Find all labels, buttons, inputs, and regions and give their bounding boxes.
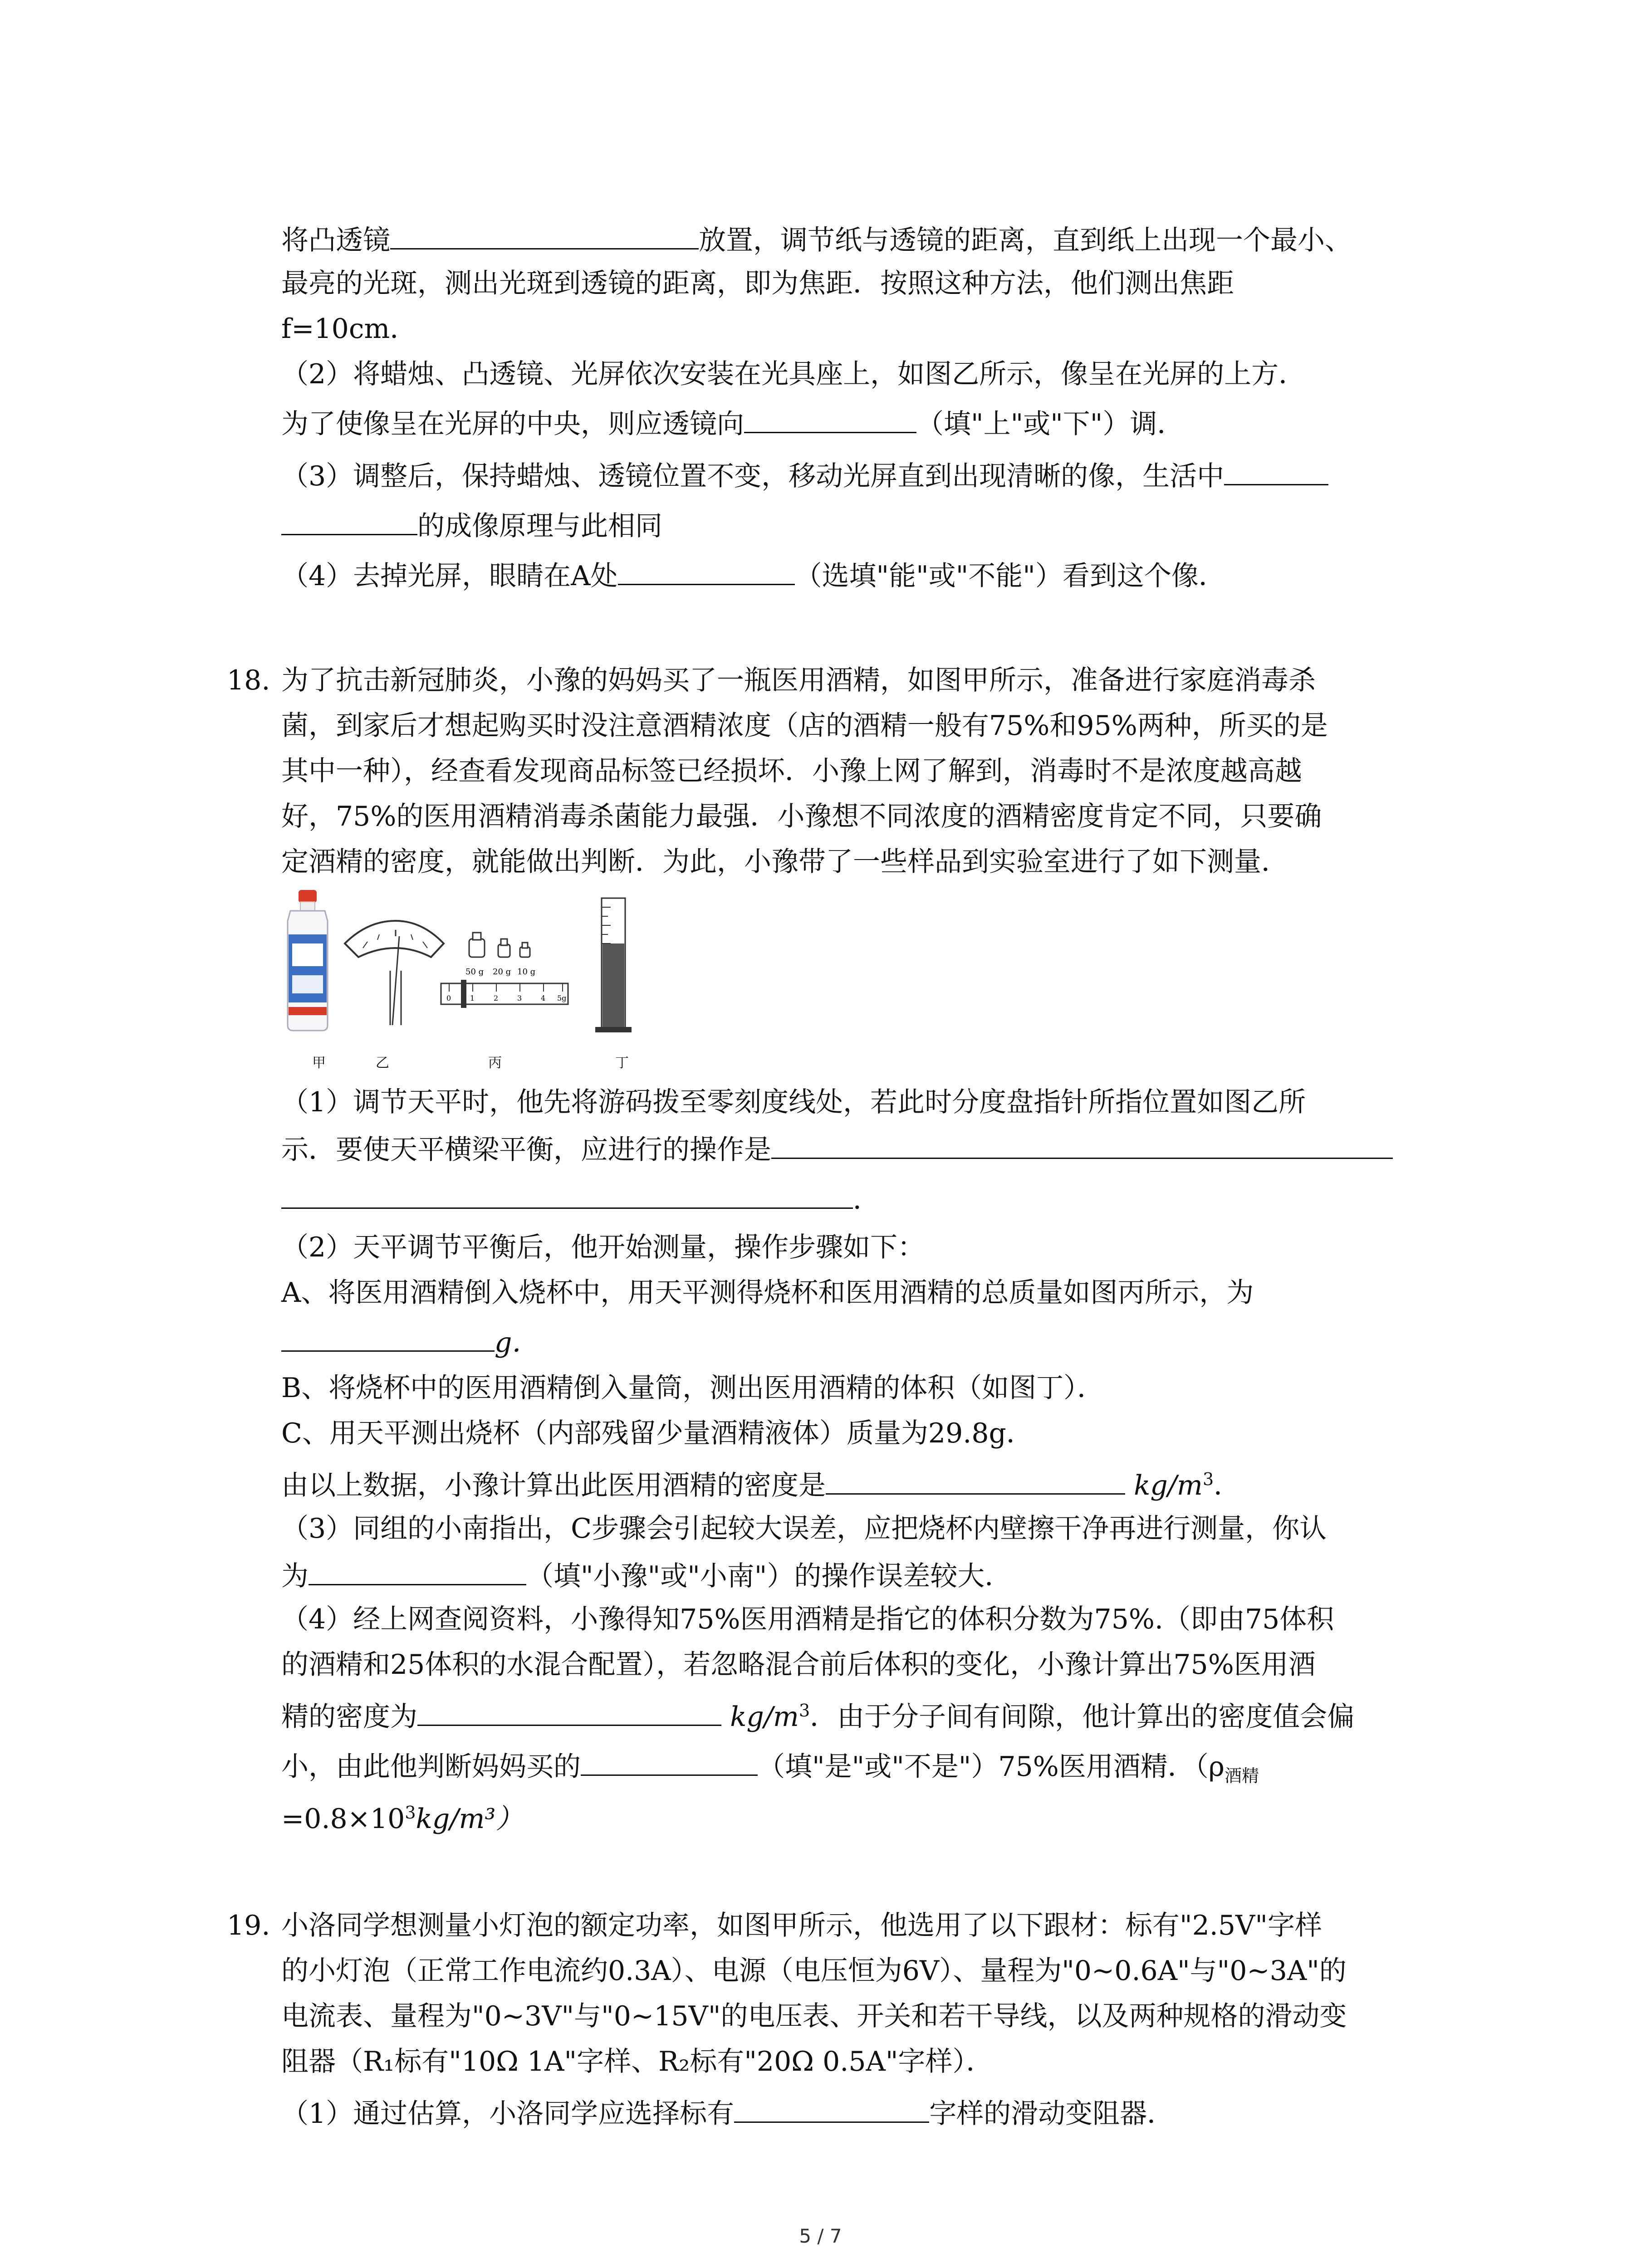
q17-part-4: （4）去掉光屏，眼睛在A处 （选填"能"或"不能"）看到这个像． [281, 556, 1226, 594]
scale-tick: 2 [494, 994, 499, 1002]
answer-blank[interactable] [581, 1746, 758, 1776]
answer-blank[interactable] [618, 556, 795, 585]
q18-line-1: 为了抗击新冠肺炎，小豫的妈妈买了一瓶医用酒精，如图甲所示，准备进行家庭消毒杀 [281, 665, 1316, 696]
answer-blank[interactable] [771, 1129, 1393, 1159]
question-number-19: 19. [227, 1910, 270, 1941]
q18-step-b: B、将烧杯中的医用酒精倒入量筒，测出医用酒精的体积（如图丁）． [281, 1372, 1105, 1404]
q17-part-3-line-2: 的成像原理与此相同 [281, 506, 662, 544]
weight-label: 50 g [465, 967, 484, 977]
scale-tick: 5g [557, 994, 567, 1002]
weight-label: 20 g [493, 967, 511, 977]
q18-part-1-line-2: 示．要使天平横梁平衡，应进行的操作是 [281, 1129, 1393, 1168]
answer-blank[interactable] [309, 1556, 526, 1585]
q18-density-line: 由以上数据，小豫计算出此医用酒精的密度是 $kg/m^3$． [281, 1465, 1241, 1504]
q17-line-3: f=10cm． [281, 313, 417, 345]
figure-label-bing: 丙 [488, 1055, 502, 1071]
q19-part-1: （1）通过估算，小洛同学应选择标有 字样的滑动变阻器． [281, 2093, 1174, 2132]
q17-line-1: 将凸透镜 放置，调节纸与透镜的距离，直到纸上出现一个最小、 [281, 220, 1352, 259]
q18-part-1-line-1: （1）调节天平时，他先将游码拨至零刻度线处，若此时分度盘指针所指位置如图乙所 [281, 1086, 1306, 1118]
q18-step-a-answer: g． [281, 1322, 539, 1361]
q18-line-3: 其中一种），经查看发现商品标签已经损坏．小豫上网了解到，消毒时不是浓度越高越 [281, 755, 1302, 787]
q18-part-4-line-3: 精的密度为 $kg/m^3$．由于分子间有间隙，他计算出的密度值会偏 [281, 1696, 1354, 1735]
figure-label-yi: 乙 [376, 1055, 389, 1071]
q18-line-2: 菌，到家后才想起购买时没注意酒精浓度（店的酒精一般有75%和95%两种，所买的是 [281, 710, 1328, 742]
answer-blank[interactable] [826, 1465, 1125, 1495]
question-number-18: 18. [227, 665, 270, 696]
scale-tick: 3 [517, 994, 522, 1002]
q18-line-4: 好，75%的医用酒精消毒杀菌能力最强．小豫想不同浓度的酒精密度肯定不同，只要确 [281, 801, 1322, 832]
q18-step-c: C、用天平测出烧杯（内部残留少量酒精液体）质量为29.8g． [281, 1418, 1034, 1449]
q18-part-3-line-1: （3）同组的小南指出，C步骤会引起较大误差，应把烧杯内壁擦干净再进行测量，你认 [281, 1513, 1327, 1545]
answer-blank[interactable] [281, 506, 417, 535]
scale-tick: 1 [470, 994, 475, 1002]
answer-blank[interactable] [734, 2093, 929, 2123]
alcohol-bottle-figure [288, 890, 328, 1031]
weight-label: 10 g [517, 967, 536, 977]
q18-part-4-line-5: $=0.8\times 10^3kg/m^3$） [281, 1803, 523, 1835]
q17-part-2-line-2: 为了使像呈在光屏的中央，则应透镜向 （填"上"或"下"）调． [281, 404, 1184, 442]
q17-line-2: 最亮的光斑，测出光斑到透镜的距离，即为焦距．按照这种方法，他们测出焦距 [281, 268, 1234, 299]
graduated-cylinder-figure [595, 898, 632, 1032]
figure-label-jia: 甲 [312, 1055, 326, 1071]
weights-and-scale-figure [441, 933, 568, 1008]
q18-part-1-line-3: ． [281, 1179, 880, 1218]
answer-blank[interactable] [390, 220, 699, 249]
answer-blank[interactable] [744, 404, 916, 433]
q18-part-3-line-2: 为 （填"小豫"或"小南"）的操作误差较大． [281, 1556, 1012, 1594]
q19-line-2: 的小灯泡（正常工作电流约0.3A）、电源（电压恒为6V）、量程为"0~0.6A"与"0~3A"的 [281, 1955, 1347, 1987]
answer-blank[interactable] [281, 1322, 495, 1352]
figure-label-ding: 丁 [615, 1055, 629, 1071]
scale-tick: 0 [446, 994, 451, 1002]
answer-blank[interactable] [417, 1696, 721, 1726]
q17-part-2-line-1: （2）将蜡烛、凸透镜、光屏依次安装在光具座上，如图乙所示，像呈在光屏的上方． [281, 358, 1306, 390]
answer-blank[interactable] [281, 1179, 853, 1209]
q18-part-4-line-1: （4）经上网查阅资料，小豫得知75%医用酒精是指它的体积分数为75%.（即由75体积 [281, 1603, 1334, 1635]
balance-dial-figure [345, 921, 444, 1025]
scale-tick: 4 [541, 994, 546, 1002]
page-number: 5 / 7 [799, 2225, 842, 2247]
q18-step-a: A、将医用酒精倒入烧杯中，用天平测得烧杯和医用酒精的总质量如图丙所示，为 [281, 1277, 1254, 1309]
experiment-figures [277, 889, 658, 1039]
q19-line-4: 阻器（R₁标有"10Ω 1A"字样、R₂标有"20Ω 0.5A"字样）． [281, 2046, 994, 2077]
q18-line-5: 定酒精的密度，就能做出判断．为此，小豫带了一些样品到实验室进行了如下测量． [281, 846, 1288, 878]
q18-part-4-line-4: 小，由此他判断妈妈买的 （填"是"或"不是"）75%医用酒精．（$\rho_{酒精}$ [281, 1746, 1259, 1785]
q18-part-2: （2）天平调节平衡后，他开始测量，操作步骤如下： [281, 1232, 925, 1263]
answer-blank[interactable] [1224, 456, 1328, 485]
q19-line-1: 小洛同学想测量小灯泡的额定功率，如图甲所示，他选用了以下跟材：标有"2.5V"字样 [281, 1910, 1322, 1941]
q18-part-4-line-2: 的酒精和25体积的水混合配置），若忽略混合前后体积的变化，小豫计算出75%医用酒 [281, 1649, 1316, 1681]
q17-part-3-line-1: （3）调整后，保持蜡烛、透镜位置不变，移动光屏直到出现清晰的像，生活中 [281, 456, 1328, 494]
q19-line-3: 电流表、量程为"0~3V"与"0~15V"的电压表、开关和若干导线，以及两种规格的滑动变 [281, 2000, 1347, 2032]
